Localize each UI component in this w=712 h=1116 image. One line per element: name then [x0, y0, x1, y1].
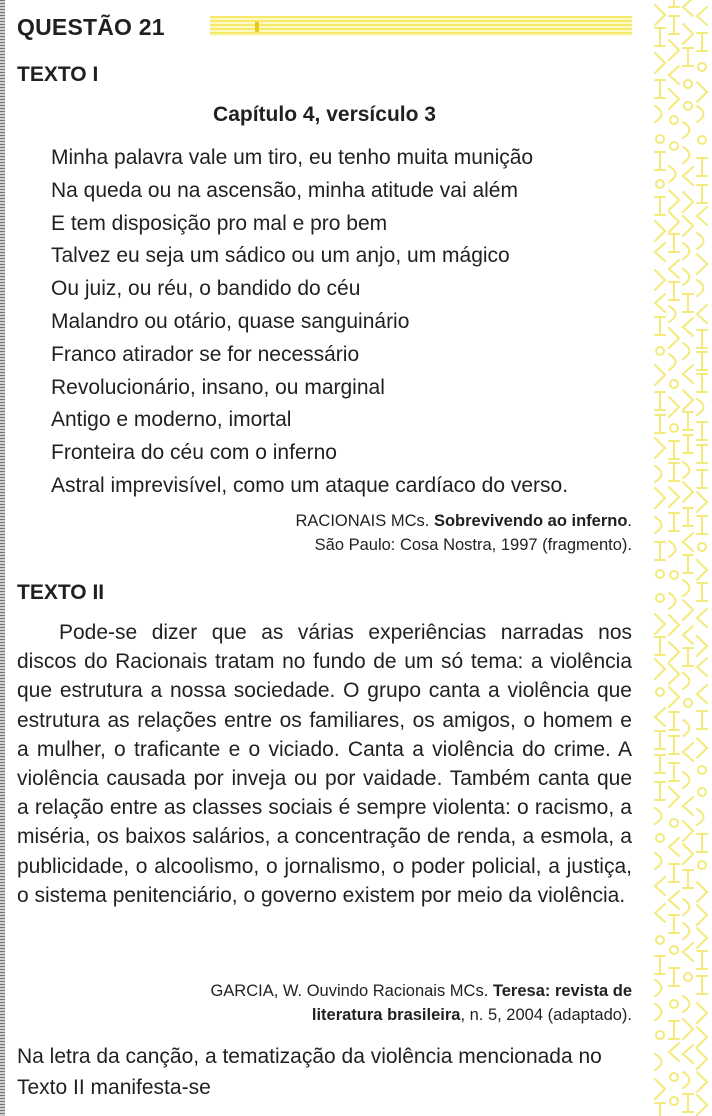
page-edge-strip	[0, 0, 5, 1116]
pattern-glyph	[655, 466, 662, 482]
pattern-glyph	[683, 772, 690, 788]
pattern-glyph	[697, 33, 707, 51]
pattern-glyph	[670, 116, 678, 124]
header-bar-mark	[255, 22, 259, 32]
pattern-glyph	[669, 736, 679, 754]
pattern-glyph	[683, 673, 690, 689]
pattern-glyph	[684, 102, 692, 110]
pattern-glyph	[697, 470, 707, 488]
pattern-glyph	[670, 142, 678, 150]
pattern-glyph	[697, 82, 707, 102]
pattern-glyph	[669, 915, 679, 933]
pattern-glyph	[669, 487, 679, 507]
poem-title: Capítulo 4, versículo 3	[213, 103, 436, 126]
poem-line: E tem disposição pro mal e pro bem	[51, 211, 388, 235]
pattern-glyph	[669, 354, 676, 370]
pattern-glyph	[655, 438, 665, 458]
texto-2-reference	[210, 979, 632, 1027]
pattern-glyph	[697, 685, 707, 703]
pattern-glyph	[670, 819, 678, 827]
pattern-glyph	[697, 905, 707, 925]
pattern-glyph	[697, 305, 707, 323]
pattern-glyph	[697, 233, 704, 249]
pattern-glyph	[698, 543, 706, 551]
pattern-glyph	[683, 435, 693, 453]
pattern-glyph	[683, 294, 693, 312]
pattern-glyph	[697, 106, 704, 122]
pattern-glyph	[683, 167, 693, 185]
pattern-glyph	[683, 533, 693, 551]
pattern-glyph	[697, 1095, 707, 1115]
pattern-glyph	[655, 488, 665, 508]
pattern-glyph	[656, 688, 664, 696]
pattern-glyph	[697, 280, 704, 296]
reference-details: , n. 5, 2004 (adaptado).	[460, 1006, 632, 1024]
texto-2-paragraph: Pode-se dizer que as várias experiências narradas nos discos do Racionais tratam no fundo de um só tema: a violência que estrutura a nossa sociedade. O grupo canta a violência que estrutura as relações entre os familiares, os amigos, o homem e a mulher, o traficante e o viciado. Canta a violência do crime. A violência causada por inveja ou por vaidade. Também canta que a relação entre as classes sociais é sempre violenta: o racismo, a miséria, os baixos salários, a concentração de renda, a esmola, a publicidade, o alcoolismo, o jornalismo, o poder policial, a justiça, o sistema penitenciário, o governo existem por meio da violência.	[17, 621, 632, 907]
reference-work-title: Sobrevivendo ao inferno	[433, 512, 628, 530]
pattern-glyph	[655, 152, 665, 170]
pattern-glyph	[697, 445, 707, 463]
poem-line: Astral imprevisível, como um ataque cardíaco do verso.	[51, 473, 569, 497]
pattern-glyph	[697, 560, 707, 580]
pattern-glyph	[655, 1054, 662, 1070]
pattern-glyph	[683, 600, 693, 620]
pattern-glyph	[670, 1073, 678, 1081]
question-prompt: Na letra da canção, a tematização da violência mencionada no Texto II manifesta-se	[17, 1045, 602, 1099]
pattern-glyph	[683, 216, 693, 236]
poem-line: Franco atirador se for necessário	[51, 342, 360, 366]
pattern-glyph	[683, 243, 690, 259]
pattern-glyph	[655, 904, 665, 922]
pattern-glyph	[655, 1103, 665, 1116]
pattern-glyph	[683, 508, 693, 526]
pattern-glyph	[697, 928, 707, 948]
pattern-glyph	[683, 743, 693, 761]
pattern-glyph	[655, 808, 662, 824]
reference-line	[210, 979, 632, 1003]
pattern-glyph	[669, 260, 679, 278]
poem-lines	[51, 142, 568, 503]
pattern-glyph	[697, 422, 707, 440]
pattern-glyph	[697, 976, 707, 994]
pattern-glyph	[697, 516, 707, 534]
pattern-glyph	[683, 390, 693, 410]
pattern-glyph	[697, 658, 707, 676]
pattern-glyph	[697, 609, 707, 627]
pattern-glyph	[669, 712, 679, 730]
pattern-glyph	[670, 1000, 678, 1008]
pattern-glyph	[669, 397, 679, 417]
pattern-glyph	[683, 899, 690, 915]
pattern-glyph	[683, 648, 693, 666]
pattern-glyph	[669, 664, 679, 684]
reference-author: RACIONAIS MCs.	[295, 512, 430, 530]
pattern-glyph	[670, 1097, 678, 1105]
pattern-glyph	[655, 270, 665, 290]
pattern-glyph	[655, 782, 665, 800]
poem-line: Fronteira do céu com o inferno	[51, 441, 337, 465]
pattern-glyph	[669, 968, 679, 986]
question-number: QUESTÃO 21	[17, 14, 165, 40]
pattern-glyph	[697, 330, 707, 348]
pattern-glyph	[669, 864, 679, 882]
pattern-glyph	[669, 1021, 679, 1039]
pattern-glyph	[656, 936, 664, 944]
pattern-glyph	[655, 755, 665, 773]
pattern-glyph	[670, 424, 678, 432]
pattern-glyph	[697, 951, 707, 969]
pattern-glyph	[655, 243, 665, 261]
pattern-glyph	[655, 877, 665, 895]
pattern-glyph	[669, 763, 679, 781]
pattern-glyph	[697, 738, 707, 758]
pattern-glyph	[669, 234, 679, 252]
pattern-glyph	[655, 542, 665, 560]
pattern-glyph	[697, 1003, 707, 1023]
pattern-glyph	[697, 254, 707, 274]
pattern-glyph	[697, 1049, 707, 1069]
pattern-glyph	[655, 956, 665, 974]
pattern-glyph	[698, 136, 706, 144]
pattern-glyph	[683, 122, 690, 138]
pattern-glyph	[683, 343, 690, 359]
pattern-glyph	[655, 197, 665, 215]
pattern-glyph	[697, 158, 707, 176]
reference-publication: São Paulo: Cosa Nostra, 1997 (fragmento).	[314, 536, 632, 554]
pattern-glyph	[698, 788, 706, 796]
poem-line: Talvez eu seja um sádico ou um anjo, um mágico	[51, 244, 510, 268]
pattern-glyph	[697, 1027, 707, 1047]
pattern-glyph	[670, 571, 678, 579]
texto-1-reference	[296, 509, 633, 557]
pattern-glyph	[683, 147, 690, 163]
pattern-glyph	[669, 282, 679, 300]
pattern-glyph	[683, 462, 690, 478]
pattern-glyph	[697, 809, 704, 825]
pattern-glyph	[683, 365, 693, 383]
pattern-glyph	[683, 48, 693, 66]
pattern-glyph	[669, 642, 679, 662]
reference-journal-title-cont: literatura brasileira	[311, 1006, 461, 1024]
pattern-glyph	[684, 699, 692, 707]
pattern-glyph	[683, 269, 690, 285]
pattern-glyph	[655, 415, 665, 433]
pattern-glyph	[684, 973, 692, 981]
pattern-glyph	[684, 80, 692, 88]
pattern-glyph	[683, 996, 690, 1012]
pattern-glyph	[683, 720, 690, 736]
pattern-glyph	[670, 380, 678, 388]
pattern-glyph	[683, 797, 693, 815]
pattern-glyph	[669, 838, 679, 856]
pattern-glyph	[697, 834, 707, 852]
pattern-glyph	[683, 318, 693, 336]
pattern-glyph	[683, 844, 693, 864]
pattern-glyph	[656, 135, 664, 143]
pattern-glyph	[683, 1045, 693, 1063]
pattern-glyph	[683, 0, 693, 16]
reference-line	[296, 509, 633, 533]
pattern-glyph	[656, 347, 664, 355]
pattern-glyph	[683, 192, 693, 212]
pattern-glyph	[655, 317, 665, 335]
pattern-glyph	[655, 853, 662, 869]
poem-line: Revolucionário, insano, ou marginal	[51, 375, 385, 399]
pattern-glyph	[697, 374, 707, 392]
pattern-glyph	[697, 711, 707, 729]
pattern-glyph	[697, 399, 704, 415]
pattern-glyph	[656, 570, 664, 578]
question-header	[17, 14, 632, 46]
pattern-glyph	[683, 412, 693, 430]
pattern-glyph	[697, 185, 707, 203]
poem-line: Minha palavra vale um tiro, eu tenho muita munição	[51, 146, 534, 169]
pattern-glyph	[655, 80, 665, 98]
pattern-glyph	[655, 392, 665, 410]
pattern-glyph	[683, 580, 690, 596]
pattern-glyph	[655, 731, 665, 749]
pattern-glyph	[669, 513, 679, 531]
pattern-glyph	[655, 659, 665, 679]
pattern-glyph	[655, 517, 662, 533]
pattern-glyph	[655, 106, 662, 122]
pattern-glyph	[697, 882, 707, 902]
pattern-glyph	[669, 463, 679, 481]
pattern-glyph	[655, 28, 665, 46]
pattern-glyph	[669, 441, 679, 459]
texto-1-label: TEXTO I	[17, 63, 99, 86]
pattern-glyph	[655, 221, 665, 241]
pattern-glyph	[656, 180, 664, 188]
pattern-glyph	[697, 1072, 707, 1092]
pattern-glyph	[669, 593, 676, 609]
pattern-glyph	[669, 687, 679, 707]
pattern-glyph	[697, 352, 707, 370]
pattern-glyph	[656, 1031, 664, 1039]
pattern-glyph	[683, 482, 693, 502]
pattern-glyph	[655, 5, 665, 25]
pattern-glyph	[669, 787, 679, 807]
poem-line: Antigo e moderno, imortal	[51, 408, 292, 432]
pattern-glyph	[655, 365, 665, 385]
pattern-glyph	[669, 40, 679, 60]
pattern-glyph	[698, 766, 706, 774]
header-highlight-bar	[210, 16, 632, 36]
pattern-glyph	[669, 66, 679, 84]
pattern-glyph	[669, 0, 679, 7]
poem-line: Na queda ou na ascensão, minha atitude vai além	[51, 178, 518, 202]
pattern-glyph	[683, 24, 693, 44]
pattern-glyph	[683, 923, 690, 939]
pattern-glyph	[683, 943, 693, 961]
pattern-glyph	[655, 53, 665, 73]
reference-punctuation: .	[627, 512, 632, 530]
poem-line: Ou juiz, ou réu, o bandido do céu	[51, 277, 361, 301]
pattern-glyph	[669, 306, 676, 322]
pattern-glyph	[683, 821, 693, 841]
reference-line	[210, 1003, 632, 1027]
pattern-glyph	[698, 861, 706, 869]
pattern-glyph	[656, 834, 664, 842]
pattern-glyph	[655, 1079, 665, 1099]
pattern-glyph	[683, 1019, 693, 1039]
pattern-glyph	[697, 636, 707, 656]
pattern-glyph	[670, 946, 678, 954]
decorative-side-pattern	[652, 0, 712, 1116]
pattern-glyph	[669, 541, 676, 557]
pattern-glyph	[655, 637, 665, 655]
reference-journal-title: Teresa: revista de	[492, 982, 632, 1000]
pattern-glyph	[697, 7, 707, 25]
pattern-glyph	[655, 614, 665, 634]
pattern-glyph	[669, 615, 679, 635]
pattern-glyph	[655, 294, 665, 312]
pattern-glyph	[669, 891, 679, 909]
pattern-glyph	[669, 16, 679, 34]
pattern-glyph	[655, 708, 665, 726]
pattern-glyph	[669, 166, 676, 182]
pattern-glyph	[669, 190, 679, 210]
pattern-glyph	[683, 555, 693, 573]
pattern-glyph	[683, 626, 693, 644]
pattern-glyph	[655, 980, 662, 996]
reference-author: GARCIA, W. Ouvindo Racionais MCs.	[210, 982, 489, 1000]
pattern-glyph	[669, 212, 679, 232]
poem-line: Malandro ou otário, quase sanguinário	[51, 309, 410, 333]
pattern-glyph	[697, 583, 707, 601]
pattern-glyph	[655, 1004, 662, 1020]
pattern-glyph	[683, 870, 693, 888]
texto-2-label: TEXTO II	[17, 581, 105, 604]
pattern-glyph	[697, 492, 707, 512]
pattern-glyph	[698, 63, 706, 71]
pattern-glyph	[683, 1072, 690, 1088]
pattern-glyph	[683, 1094, 693, 1112]
pattern-glyph	[669, 89, 679, 109]
pattern-glyph	[656, 594, 664, 602]
pattern-glyph	[669, 1043, 679, 1061]
pattern-glyph	[669, 328, 679, 348]
pattern-glyph	[697, 207, 707, 225]
